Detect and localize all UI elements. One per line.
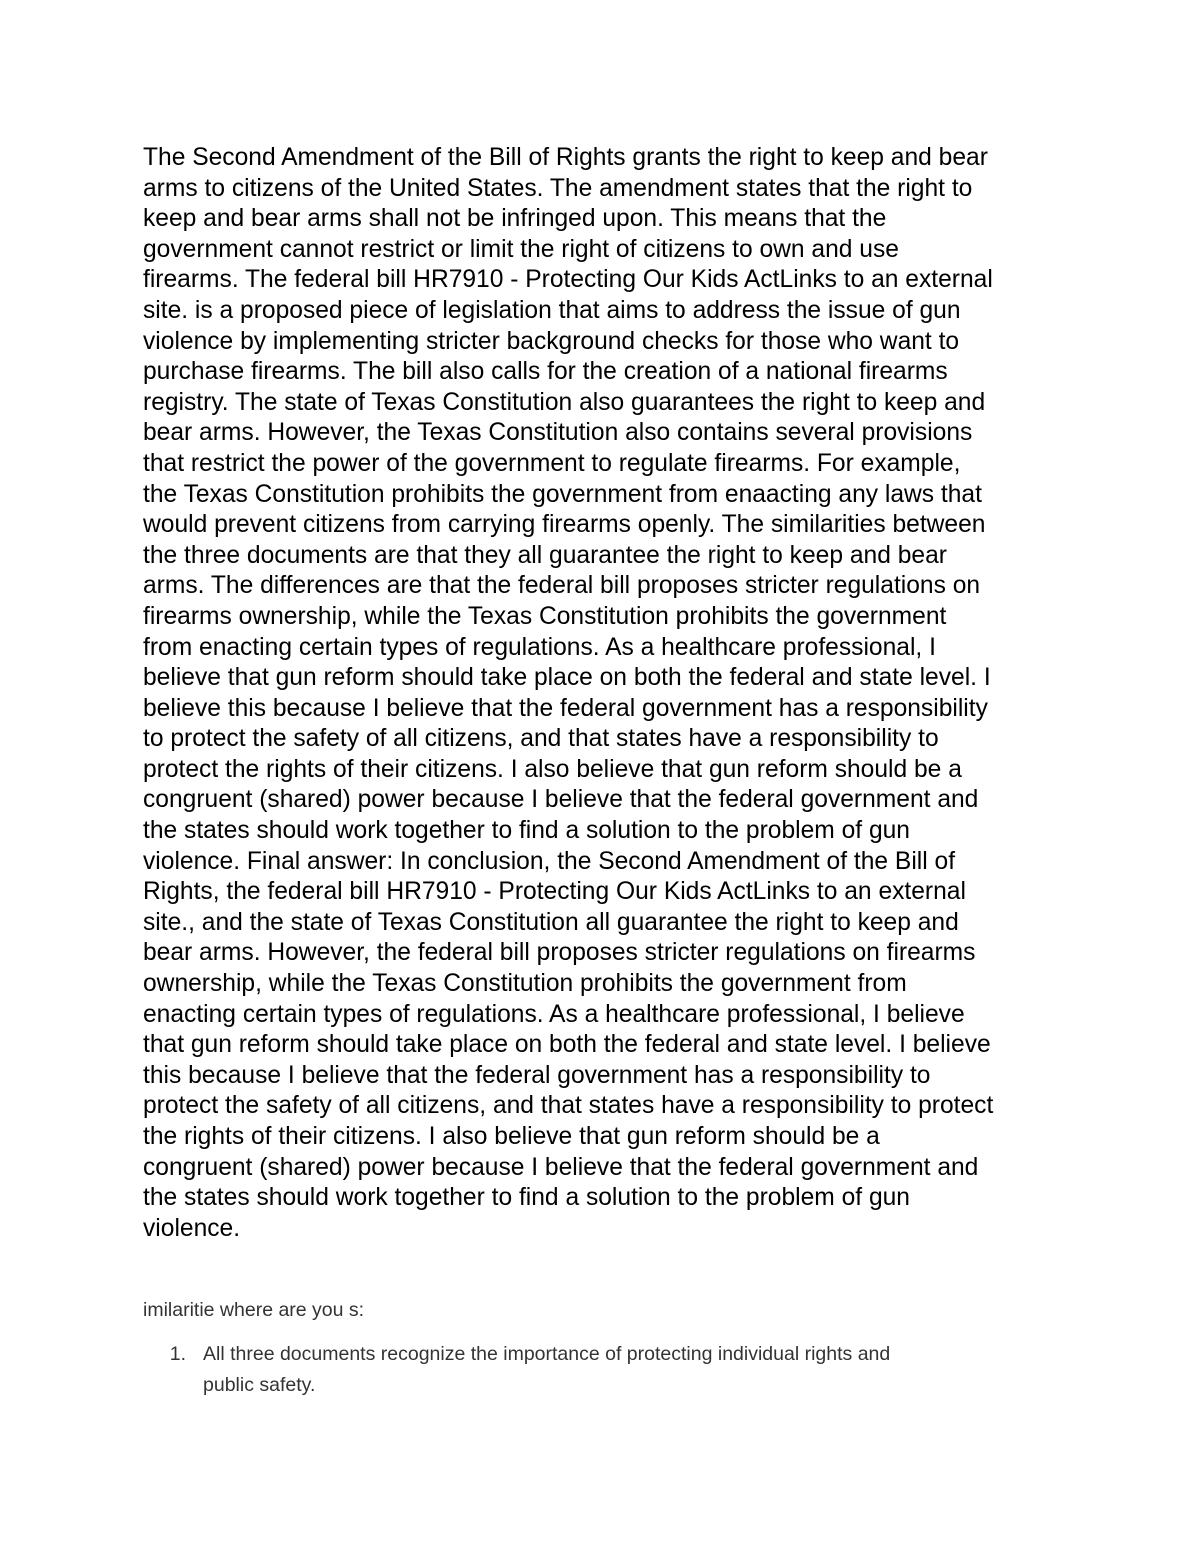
body-line: site., and the state of Texas Constitution all guarantee the right to keep and [143, 908, 959, 936]
body-line: to protect the safety of all citizens, and that states have a responsibility to [143, 725, 939, 753]
body-paragraph [143, 143, 1068, 1244]
body-line: bear arms. However, the federal bill proposes stricter regulations on firearms [143, 939, 976, 967]
body-line: congruent (shared) power because I believe that the federal government and [143, 1153, 979, 1181]
body-line: from enacting certain types of regulations. As a healthcare professional, I [143, 633, 936, 661]
body-line: purchase firearms. The bill also calls for the creation of a national firearms [143, 358, 948, 386]
body-line: the rights of their citizens. I also believe that gun reform should be a [143, 1123, 880, 1150]
body-line: violence. [143, 1214, 241, 1242]
body-line: registry. The state of Texas Constitution also guarantees the right to keep and [143, 388, 986, 416]
body-line: arms. The differences are that the federal bill proposes stricter regulations on [143, 572, 981, 600]
body-line: the states should work together to find a solution to the problem of gun [143, 817, 910, 845]
body-line: this because I believe that the federal government has a responsibility to [143, 1061, 931, 1089]
body-line: violence by implementing stricter background checks for those who want to [143, 327, 960, 355]
body-line: congruent (shared) power because I believe that the federal government and [143, 786, 979, 814]
body-line: violence. Final answer: In conclusion, the Second Amendment of the Bill of [143, 847, 956, 875]
body-line: bear arms. However, the Texas Constitution also contains several provisions [143, 419, 973, 447]
body-line: firearms. The federal bill HR7910 - Protecting Our Kids ActLinks to an external [143, 266, 993, 294]
body-line: enacting certain types of regulations. As a healthcare professional, I believe [143, 1000, 965, 1028]
body-line: protect the rights of their citizens. I also believe that gun reform should be a [143, 755, 962, 783]
list-item-line: public safety. [203, 1374, 316, 1396]
body-line: the Texas Constitution prohibits the government from enaacting any laws that [143, 480, 982, 508]
body-line: government cannot restrict or limit the right of citizens to own and use [143, 235, 899, 263]
body-line: that gun reform should take place on both the federal and state level. I believe [143, 1031, 991, 1059]
body-line: ownership, while the Texas Constitution prohibits the government from [143, 970, 907, 998]
list-item-text [203, 1339, 1068, 1401]
list-item-number: 1. [169, 1343, 186, 1365]
body-line: believe this because I believe that the federal government has a responsibility [143, 694, 988, 722]
body-line: firearms ownership, while the Texas Constitution prohibits the government [143, 602, 947, 630]
body-line: arms to citizens of the United States. The amendment states that the right to [143, 174, 973, 202]
body-line: would prevent citizens from carrying firearms openly. The similarities between [143, 511, 986, 539]
body-line: that restrict the power of the government to regulate firearms. For example, [143, 449, 961, 477]
list-item-line: All three documents recognize the importance of protecting individual rights and [203, 1343, 891, 1365]
list-item [143, 1339, 1068, 1401]
body-line: believe that gun reform should take place on both the federal and state level. I [143, 664, 991, 692]
similarities-list [143, 1339, 1068, 1401]
body-line: site. is a proposed piece of legislation that aims to address the issue of gun [143, 296, 961, 324]
body-line: the three documents are that they all guarantee the right to keep and bear [143, 541, 947, 569]
body-line: Rights, the federal bill HR7910 - Protecting Our Kids ActLinks to an external [143, 878, 966, 906]
body-line: the states should work together to find a solution to the problem of gun [143, 1184, 910, 1212]
body-line: keep and bear arms shall not be infringed upon. This means that the [143, 205, 887, 233]
section-subheading: imilaritie where are you s: [143, 1299, 365, 1321]
body-line: The Second Amendment of the Bill of Rights grants the right to keep and bear [143, 144, 988, 171]
body-line: protect the safety of all citizens, and that states have a responsibility to protect [143, 1092, 994, 1120]
